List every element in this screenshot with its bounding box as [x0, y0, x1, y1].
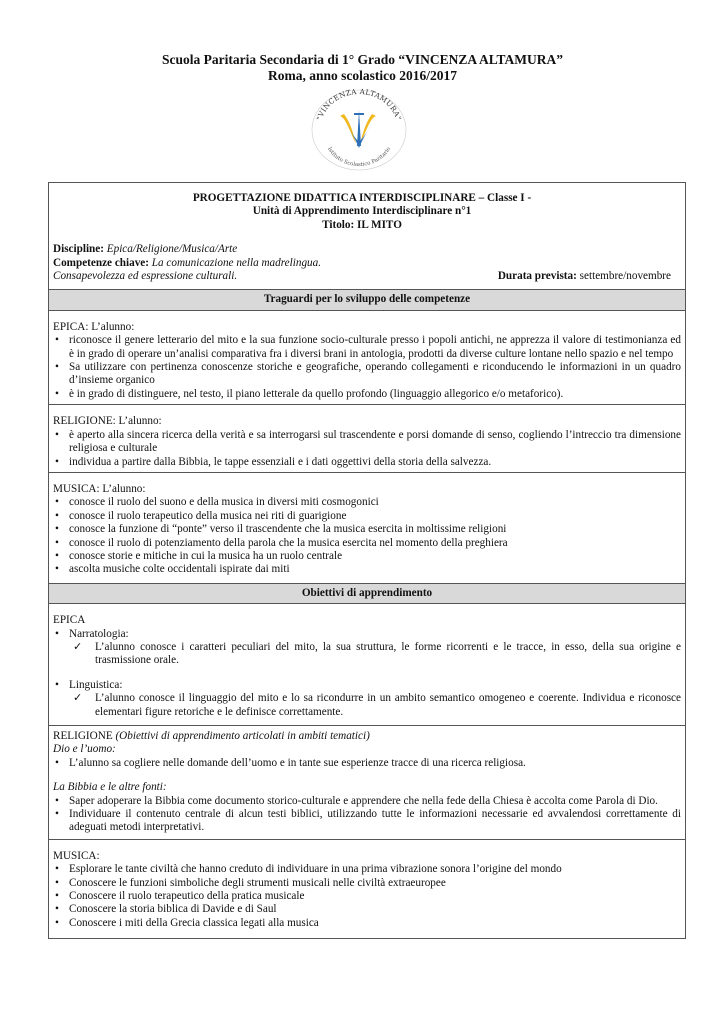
list-item: • L’alunno sa cogliere nelle domande dell’uomo e in tante sue esperienze tracce di una ricerca religiosa. [69, 757, 681, 770]
list-item: • è in grado di distinguere, nel testo, il piano letterale da quello profondo (linguaggio allegorico e/o metaforico). [69, 388, 681, 401]
plan-title: PROGETTAZIONE DIDATTICA INTERDISCIPLINARE – Classe I - [192, 192, 532, 204]
list-item: • Conoscere la storia biblica di Davide e di Saul [69, 903, 681, 916]
logo-bottom-text: Istituto Scolastico Paritario [325, 146, 393, 169]
list-item: • Conoscere il ruolo terapeutico della pratica musicale [69, 890, 681, 903]
school-logo [310, 88, 408, 172]
traguardi-epica: EPICA: L’alunno: • riconosce il genere letterario del mito e la sua funzione socio-culturale presso i popoli antichi, ne apprezza il valore di testimonianza ed è in grado di operare un’analisi comparativa fra i diversi brani in antologia, prodotti da diverse culture lontane nello spazio e nel tempo • Sa utilizzare con pertinenza conoscenze storiche e geografiche, operando collegamenti e riconducendo le informazioni in un quadro d’insieme organico • è in grado di distinguere, nel testo, il piano letterale da quello profondo (linguaggio allegorico e/o metaforico). [49, 310, 686, 404]
list-item: • conosce storie e mitiche in cui la musica ha un ruolo centrale [69, 550, 681, 563]
school-name: Scuola Paritaria Secondaria di 1° Grado “VINCENZA ALTAMURA” [161, 52, 564, 67]
logo-top-text: "VINCENZA ALTAMURA" [314, 88, 404, 122]
check-item: ✓ L’alunno conosce i caratteri peculiari del mito, la sua struttura, le forme ricorrenti e le tracce, in esso, della sua origine e trasmissione orale. [95, 641, 681, 668]
discipline-line: Discipline: Epica/Religione/Musica/Arte [53, 243, 238, 256]
narratologia-item: • Narratologia: ✓ L’alunno conosce i caratteri peculiari del mito, la sua struttura, le forme ricorrenti e le tracce, in esso, della sua origine e trasmissione orale. [69, 628, 681, 668]
list-item: • Saper adoperare la Bibbia come documento storico-culturale e apprendere che nella fede della Chiesa è accolta come Parola di Dio. [69, 795, 681, 808]
traguardi-religione: RELIGIONE: L’alunno: • è aperto alla sincera ricerca della verità e sa interrogarsi sul trascendente e porsi domande di senso, cogliendo l’intreccio tra dimensione religiosa e culturale • individua a partire dalla Bibbia, le tappe essenziali e i dati oggettivi della storia della salvezza. [49, 405, 686, 473]
list-item: • conosce la funzione di “ponte” verso il trascendente che la musica esercita in moltissime religioni [69, 523, 681, 536]
topic-title: Titolo: IL MITO [322, 218, 402, 231]
list-item: • individua a partire dalla Bibbia, le tappe essenziali e i dati oggettivi della storia della salvezza. [69, 456, 681, 469]
list-item: • ascolta musiche colte occidentali ispirate dai miti [69, 563, 681, 576]
list-item: • Individuare il contenuto centrale di alcun testi biblici, utilizzando tutte le informazioni necessarie ed avvalendosi correttamente di adeguati metodi interpretativi. [69, 808, 681, 835]
unit-title: Unità di Apprendimento Interdisciplinare n°1 [252, 205, 472, 218]
traguardi-epica-list [53, 334, 681, 401]
intro-cell [49, 183, 686, 290]
obiettivi-heading: Obiettivi di apprendimento [49, 583, 686, 603]
competences-line: Competenze chiave: La comunicazione nella madrelingua. [53, 256, 322, 269]
traguardi-musica-list [53, 496, 681, 576]
duration-row: Consapevolezza ed espressione culturali. Durata prevista: settembre/novembre [53, 270, 671, 283]
list-item: • Sa utilizzare con pertinenza conoscenze storiche e geografiche, operando collegamenti e riconducendo le informazioni in un quadro d’insieme organico [69, 361, 681, 388]
list-item: • Conoscere le funzioni simboliche degli strumenti musicali nelle civiltà extraeuropee [69, 877, 681, 890]
list-item: • conosce il ruolo terapeutico della musica nei riti di guarigione [69, 510, 681, 523]
list-item: • riconosce il genere letterario del mito e la sua funzione socio-culturale presso i popoli antichi, ne apprezza il valore di testimonianza ed è in grado di operare un’analisi comparativa fra i diversi brani in antologia, prodotti da diverse culture lontane nello spazio e nel tempo [69, 334, 681, 361]
traguardi-heading: Traguardi per lo sviluppo delle competenze [49, 290, 686, 310]
list-item: • conosce il ruolo del suono e della musica in diversi miti cosmogonici [69, 496, 681, 509]
obiettivi-epica: EPICA • Narratologia: ✓ L’alunno conosce i caratteri peculiari del mito, la sua struttura, le forme ricorrenti e le tracce, in esso, della sua origine e trasmissione orale. • Linguistica: ✓ L’alunno conosce il linguaggio del mito e lo sa ricondurre in un ambito semantico omogeneo e coerente. Individua e riconosce elementari figure retoriche e le definisce correttamente. [49, 604, 686, 726]
duration: Durata prevista: settembre/novembre [497, 270, 671, 283]
list-item: • è aperto alla sincera ricerca della verità e sa interrogarsi sul trascendente e porsi domande di senso, cogliendo l’intreccio tra dimensione religiosa e culturale [69, 429, 681, 456]
obiettivi-religione: RELIGIONE (Obiettivi di apprendimento articolati in ambiti tematici) Dio e l’uomo: • L’alunno sa cogliere nelle domande dell’uomo e in tante sue esperienze tracce di una ricerca religiosa. La Bibbia e le altre fonti: • Saper adoperare la Bibbia come documento storico-culturale e apprendere che nella fede della Chiesa è accolta come Parola di Dio. • Individuare il contenuto centrale di alcun testi biblici, utilizzando tutte le informazioni necessarie ed avvalendosi correttamente di adeguati metodi interpretativi. [49, 726, 686, 840]
list-item: • Conoscere i miti della Grecia classica legati alla musica [69, 917, 681, 930]
traguardi-religione-list [53, 429, 681, 469]
list-item: • Esplorare le tante civiltà che hanno creduto di individuare in una prima vibrazione sonora l’origine del mondo [69, 863, 681, 876]
check-item: ✓ L’alunno conosce il linguaggio del mito e lo sa ricondurre in un ambito semantico omogeneo e coerente. Individua e riconosce elementari figure retoriche e le definisce correttamente. [95, 692, 681, 719]
traguardi-musica: MUSICA: L’alunno: • conosce il ruolo del suono e della musica in diversi miti cosmogonici • conosce il ruolo terapeutico della musica nei riti di guarigione • conosce la funzione di “ponte” verso il trascendente che la musica esercita in moltissime religioni • conosce il ruolo di potenziamento della parola che la musica esercita nel momento della preghiera • conosce storie e mitiche in cui la musica ha un ruolo centrale • ascolta musiche colte occidentali ispirate dai miti [49, 472, 686, 583]
linguistica-item: • Linguistica: ✓ L’alunno conosce il linguaggio del mito e lo sa ricondurre in un ambito semantico omogeneo e coerente. Individua e riconosce elementari figure retoriche e le definisce correttamente. [69, 679, 681, 719]
obiettivi-musica: MUSICA: • Esplorare le tante civiltà che hanno creduto di individuare in una prima vibrazione sonora l’origine del mondo • Conoscere le funzioni simboliche degli strumenti musicali nelle civiltà extraeuropee • Conoscere il ruolo terapeutico della pratica musicale • Conoscere la storia biblica di Davide e di Saul • Conoscere i miti della Grecia classica legati alla musica [49, 839, 686, 938]
list-item: • conosce il ruolo di potenziamento della parola che la musica esercita nel momento della preghiera [69, 537, 681, 550]
document-header [0, 52, 725, 84]
didactic-plan-table [48, 182, 686, 939]
school-year: Roma, anno scolastico 2016/2017 [268, 68, 457, 83]
